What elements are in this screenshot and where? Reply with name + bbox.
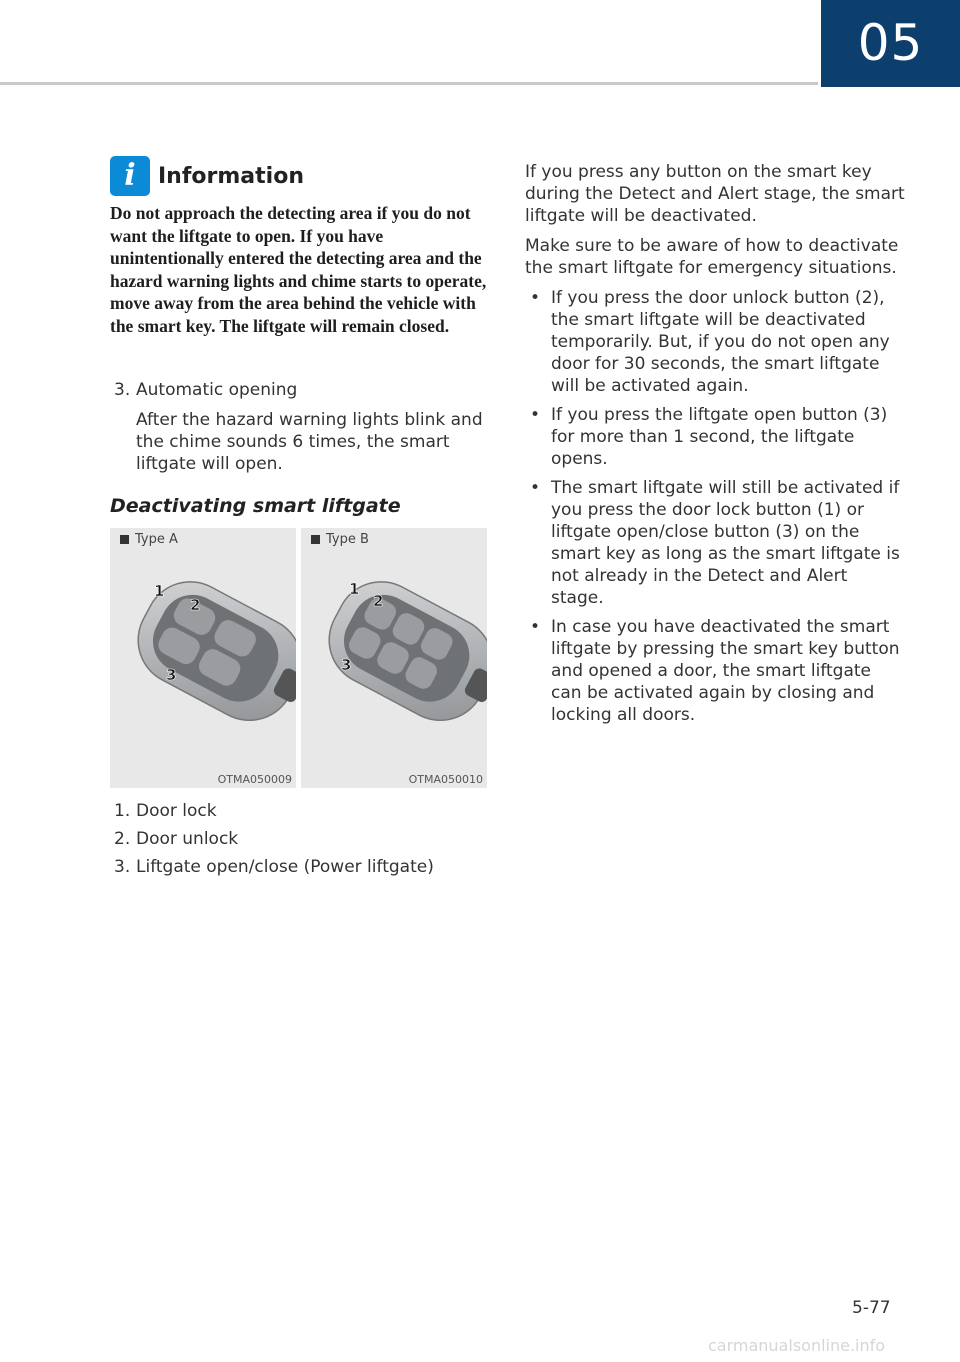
- header-rule: [0, 82, 818, 85]
- bullet-icon: •: [530, 405, 541, 425]
- callout-2: 2: [190, 596, 201, 614]
- callout-1: 1: [349, 580, 360, 598]
- legend-text: Liftgate open/close (Power liftgate): [136, 857, 434, 877]
- figure-code: OTMA050010: [408, 773, 483, 786]
- bullet-item: [525, 616, 905, 726]
- step-title: Automatic opening: [136, 380, 298, 400]
- figure-code: OTMA050009: [217, 773, 292, 786]
- legend-text: Door unlock: [136, 829, 239, 849]
- legend-text: Door lock: [136, 801, 217, 821]
- bullet-text: The smart liftgate will still be activated if you press the door lock button (1) or liftgate open/close button (3) on the smart key as long as the smart liftgate is not already in the Detect and Alert stage.: [551, 478, 900, 608]
- section-heading: Deactivating smart liftgate: [110, 495, 401, 517]
- callout-1: 1: [154, 582, 165, 600]
- bullet-icon: •: [530, 617, 541, 637]
- step-description: After the hazard warning lights blink and the chime sounds 6 times, the smart liftgate will open.: [136, 410, 483, 474]
- info-header: [110, 156, 304, 196]
- step-3: [114, 379, 494, 475]
- figure-type-b: [301, 528, 487, 788]
- paragraph: If you press any button on the smart key during the Detect and Alert stage, the smart liftgate will be deactivated.: [525, 162, 905, 226]
- bullet-item: [525, 477, 905, 609]
- figure-label: [120, 532, 178, 547]
- info-title: Information: [158, 163, 304, 189]
- step-number: 3.: [114, 380, 131, 400]
- info-text: Do not approach the detecting area if you do not want the liftgate to open. If you have unintentionally entered the detecting area and the hazard warning lights and chime starts to operate, move away from the area behind the vehicle with the smart key. The liftgate will remain closed.: [110, 203, 487, 336]
- paragraph: Make sure to be aware of how to deactivate the smart liftgate for emergency situations.: [525, 236, 899, 278]
- bullet-item: [525, 404, 905, 470]
- figure-label-text: Type B: [326, 532, 369, 547]
- callout-2: 2: [373, 592, 384, 610]
- figure-type-a: [110, 528, 296, 788]
- bullet-item: [525, 287, 905, 397]
- bullet-text: In case you have deactivated the smart liftgate by pressing the smart key button and opened a door, the smart liftgate can be activated again by closing and locking all doors.: [551, 617, 900, 725]
- bullet-list: [525, 287, 905, 726]
- watermark: carmanualsonline.info: [708, 1336, 886, 1355]
- smart-key-type-a-image: [110, 558, 296, 768]
- right-column: [525, 161, 905, 733]
- page-number: 5-77: [852, 1298, 891, 1318]
- square-bullet-icon: [311, 535, 320, 544]
- bullet-icon: •: [530, 288, 541, 308]
- square-bullet-icon: [120, 535, 129, 544]
- figure-label-text: Type A: [135, 532, 178, 547]
- callout-3: 3: [166, 666, 177, 684]
- bullet-text: If you press the liftgate open button (3) for more than 1 second, the liftgate opens.: [551, 405, 888, 469]
- figure-label: [311, 532, 369, 547]
- chapter-tab: 05: [821, 0, 960, 87]
- smart-key-type-b-image: [301, 558, 487, 768]
- legend-number: 2.: [114, 829, 131, 849]
- legend-number: 3.: [114, 857, 131, 877]
- callout-3: 3: [341, 656, 352, 674]
- bullet-icon: •: [530, 478, 541, 498]
- legend-number: 1.: [114, 801, 131, 821]
- bullet-text: If you press the door unlock button (2), the smart liftgate will be deactivated temporarily. But, if you do not open any door for 30 seconds, the smart liftgate will be activated again.: [551, 288, 890, 396]
- info-icon: i: [110, 156, 150, 196]
